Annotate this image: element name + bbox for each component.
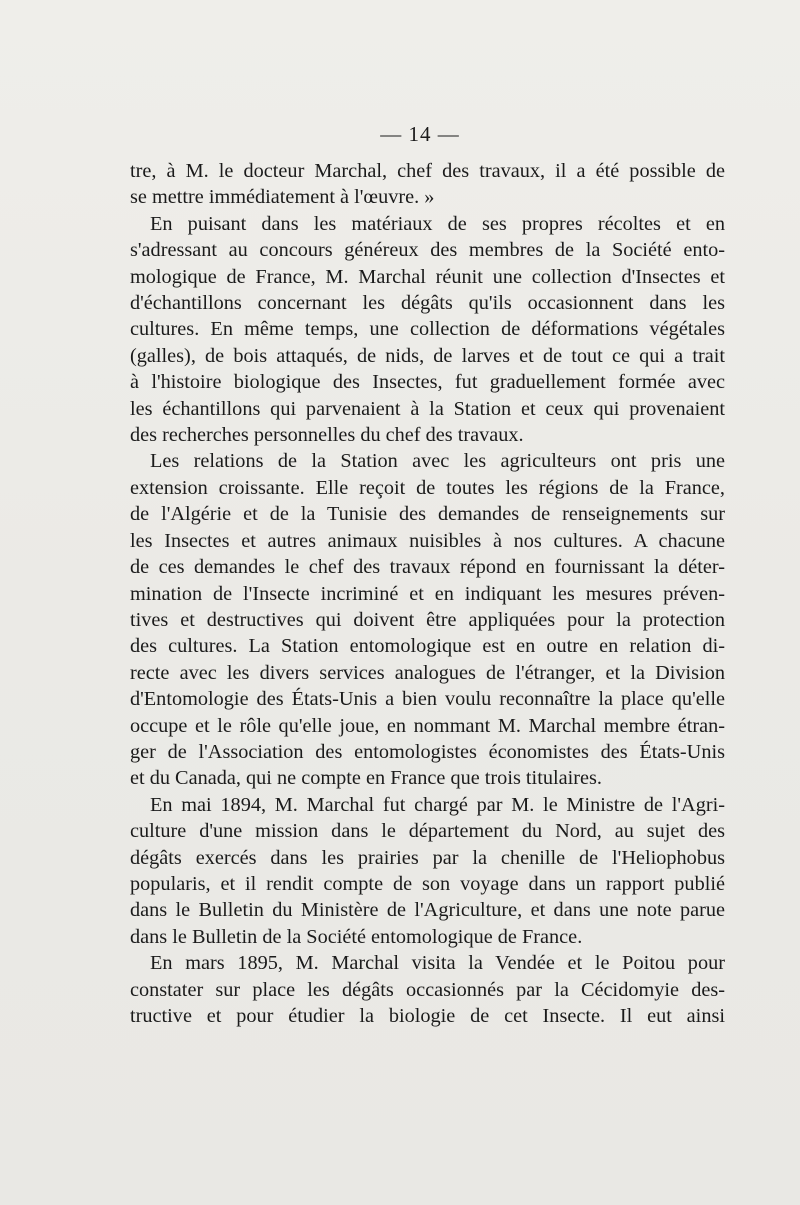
text-line: En mai 1894, M. Marchal fut chargé par M. le Ministre de l'Agri- bbox=[150, 793, 725, 816]
text-line: de l'Algérie et de la Tunisie des demandes de renseignements sur bbox=[130, 503, 725, 526]
text-line: mologique de France, M. Marchal réunit une collection d'Insectes et bbox=[130, 265, 725, 288]
text-line: à l'histoire biologique des Insectes, fut graduellement formée avec bbox=[130, 371, 725, 394]
text-line: En puisant dans les matériaux de ses propres récoltes et en bbox=[150, 212, 725, 235]
text-line: de ces demandes le chef des travaux répond en fournissant la déter- bbox=[130, 556, 725, 579]
text-line: En mars 1895, M. Marchal visita la Vendée et le Poitou pour bbox=[150, 952, 725, 975]
text-line: d'Entomologie des États-Unis a bien voulu reconnaître la place qu'elle bbox=[130, 688, 725, 711]
text-line: popularis, et il rendit compte de son voyage dans un rapport publié bbox=[130, 872, 725, 895]
text-line: des cultures. La Station entomologique est en outre en relation di- bbox=[130, 635, 725, 658]
text-line: constater sur place les dégâts occasionnés par la Cécidomyie des- bbox=[130, 978, 725, 1001]
text-line: (galles), de bois attaqués, de nids, de larves et de tout ce qui a trait bbox=[130, 344, 725, 367]
text-line: d'échantillons concernant les dégâts qu'ils occasionnent dans les bbox=[130, 292, 725, 315]
text-line: et du Canada, qui ne compte en France que trois titulaires. bbox=[130, 767, 602, 790]
text-line: ger de l'Association des entomologistes économistes des États-Unis bbox=[130, 740, 725, 763]
text-line: se mettre immédiatement à l'œuvre. » bbox=[130, 186, 435, 209]
text-line: tre, à M. le docteur Marchal, chef des travaux, il a été possible de bbox=[130, 160, 725, 182]
text-line: mination de l'Insecte incriminé et en indiquant les mesures préven- bbox=[130, 582, 725, 605]
page-number: — 14 — bbox=[380, 122, 460, 146]
text-line: dans le Bulletin du Ministère de l'Agriculture, et dans une note parue bbox=[130, 899, 725, 922]
body-text bbox=[130, 158, 725, 1029]
text-line: les Insectes et autres animaux nuisibles à nos cultures. A chacune bbox=[130, 529, 725, 552]
text-line: s'adressant au concours généreux des membres de la Société ento- bbox=[130, 239, 725, 262]
text-line: des recherches personnelles du chef des travaux. bbox=[130, 424, 524, 447]
text-line: les échantillons qui parvenaient à la Station et ceux qui provenaient bbox=[130, 397, 725, 420]
text-line: cultures. En même temps, une collection de déformations végétales bbox=[130, 318, 725, 341]
text-line: tives et destructives qui doivent être appliquées pour la protection bbox=[130, 608, 725, 631]
text-line: dégâts exercés dans les prairies par la chenille de l'Heliophobus bbox=[130, 846, 725, 869]
text-line: extension croissante. Elle reçoit de toutes les régions de la France, bbox=[130, 476, 725, 499]
text-line: recte avec les divers services analogues de l'étranger, et la Division bbox=[130, 661, 725, 684]
text-line: occupe et le rôle qu'elle joue, en nommant M. Marchal membre étran- bbox=[130, 714, 725, 737]
text-line: culture d'une mission dans le département du Nord, au sujet des bbox=[130, 820, 725, 843]
text-line: Les relations de la Station avec les agriculteurs ont pris une bbox=[150, 450, 725, 473]
text-line: tructive et pour étudier la biologie de cet Insecte. Il eut ainsi bbox=[130, 1005, 725, 1027]
text-line: dans le Bulletin de la Société entomologique de France. bbox=[130, 925, 583, 948]
